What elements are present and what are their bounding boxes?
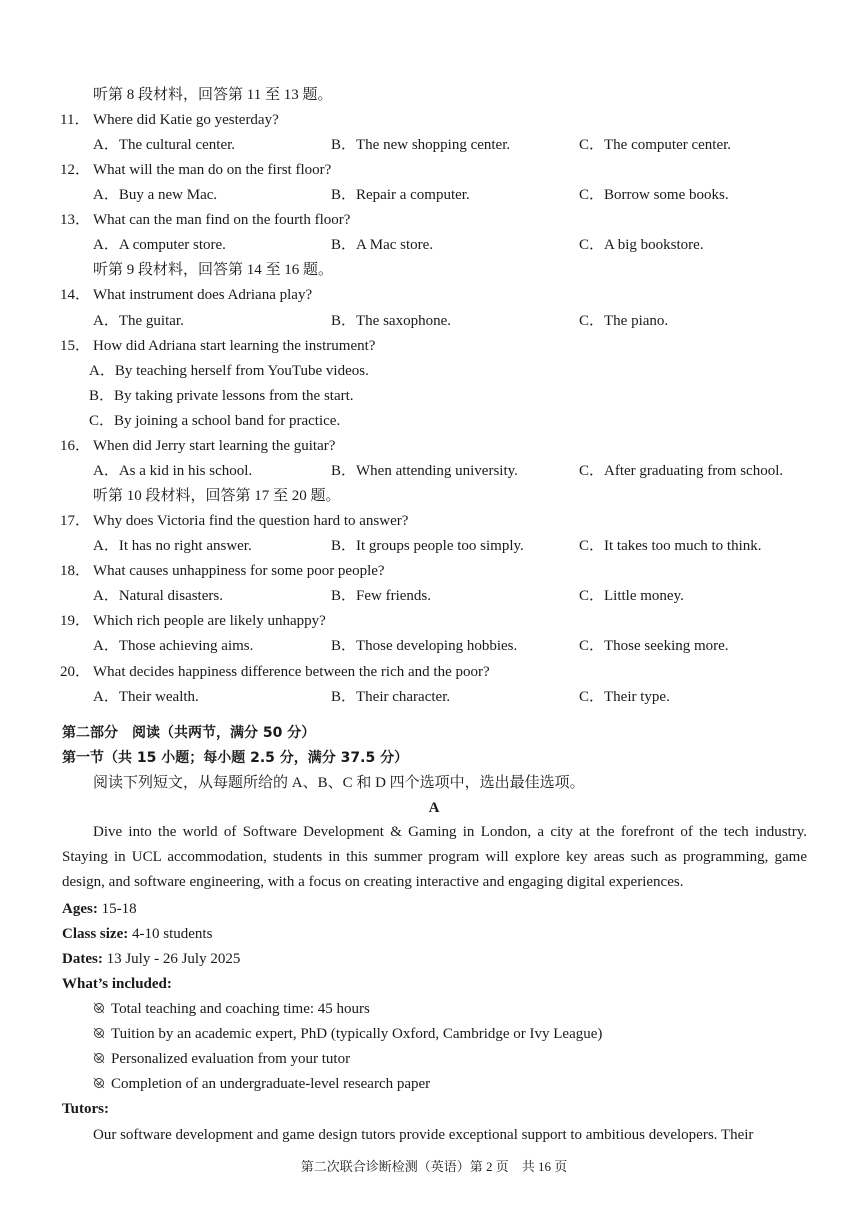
listening-intro-10: 听第 10 段材料，回答第 17 至 20 题。 [93, 488, 341, 504]
question-number: 12． [60, 162, 91, 178]
option-a: A．By teaching herself from YouTube videos. [89, 363, 369, 379]
passage-letter: A [428, 800, 440, 816]
ages-value: 15-18 [97, 901, 137, 917]
listening-intro-8: 听第 8 段材料，回答第 11 至 13 题。 [93, 87, 333, 103]
included-item [93, 1049, 350, 1069]
part-two-heading: 第二部分 阅读（共两节，满分 50 分） [62, 725, 316, 741]
ages-label: Ages: [62, 901, 98, 917]
option-c: C．The computer center. [579, 137, 732, 153]
option-a: A．As a kid in his school. [93, 463, 253, 479]
option-b: B．Repair a computer. [331, 187, 470, 203]
question-number: 17． [60, 513, 91, 529]
question-text: What instrument does Adriana play? [93, 287, 313, 303]
question-number: 20． [60, 664, 91, 680]
included-item-text: Personalized evaluation from your tutor [111, 1051, 351, 1067]
check-badge-icon [93, 1052, 105, 1064]
option-c: C．Little money. [579, 588, 684, 604]
passage-paragraph: Dive into the world of Software Development & Gaming in London, a city at the forefront of the tech industry. Staying in UCL accommodation, students in this summer program will explore key areas such as programming, game design, and software engineering, with a focus on creating interactive and engaging digital experiences. [62, 824, 807, 890]
dates-line [62, 949, 240, 969]
listening-intro-9: 听第 9 段材料，回答第 14 至 16 题。 [93, 262, 334, 278]
included-item-text: Total teaching and coaching time: 45 hours [111, 1001, 370, 1017]
option-c: C．A big bookstore. [579, 237, 704, 253]
page-footer: 第二次联合诊断检测（英语）第 2 页 共 16 页 [300, 1159, 568, 1174]
question-text: Why does Victoria find the question hard to answer? [93, 513, 409, 529]
tutors-text: Our software development and game design tutors provide exceptional support to ambitious developers. Their [93, 1127, 754, 1143]
option-b: B．The new shopping center. [331, 137, 511, 153]
check-badge-icon [93, 1002, 105, 1014]
question-number: 13． [60, 212, 91, 228]
question-number: 11． [60, 112, 90, 128]
option-a: A．Their wealth. [93, 689, 199, 705]
check-badge-icon [93, 1077, 105, 1089]
option-b: B．The saxophone. [331, 313, 451, 329]
option-b: B．Few friends. [331, 588, 431, 604]
option-c: C．Their type. [579, 689, 670, 705]
question-text: Where did Katie go yesterday? [93, 112, 279, 128]
option-b: B．It groups people too simply. [331, 538, 524, 554]
question-text: What causes unhappiness for some poor people? [93, 563, 385, 579]
option-a: A．Buy a new Mac. [93, 187, 218, 203]
option-b: B．When attending university. [331, 463, 518, 479]
question-number: 18． [60, 563, 91, 579]
option-b: B．Those developing hobbies. [331, 638, 518, 654]
option-c: C．Those seeking more. [579, 638, 729, 654]
option-c: C．Borrow some books. [579, 187, 729, 203]
question-text: What can the man find on the fourth floor? [93, 212, 351, 228]
question-text: What will the man do on the first floor? [93, 162, 332, 178]
check-badge-icon [93, 1027, 105, 1039]
option-a: A．The cultural center. [93, 137, 236, 153]
option-b: B．A Mac store. [331, 237, 434, 253]
included-item [93, 1024, 602, 1044]
reading-instruction: 阅读下列短文，从每题所给的 A、B、C 和 D 四个选项中，选出最佳选项。 [93, 775, 585, 791]
option-a: A．The guitar. [93, 313, 184, 329]
option-b: B．Their character. [331, 689, 451, 705]
option-a: A．A computer store. [93, 237, 226, 253]
class-size-line [62, 924, 212, 944]
class-size-label: Class size: [62, 926, 129, 942]
class-size-value: 4-10 students [128, 926, 213, 942]
question-number: 16． [60, 438, 91, 454]
question-text: Which rich people are likely unhappy? [93, 613, 326, 629]
question-number: 15． [60, 338, 91, 354]
included-item [93, 999, 370, 1019]
option-c: C．The piano. [579, 313, 669, 329]
included-item-text: Tuition by an academic expert, PhD (typically Oxford, Cambridge or Ivy League) [111, 1026, 603, 1042]
option-c: C．By joining a school band for practice. [89, 413, 341, 429]
option-c: C．It takes too much to think. [579, 538, 762, 554]
option-a: A．Those achieving aims. [93, 638, 254, 654]
question-text: When did Jerry start learning the guitar? [93, 438, 336, 454]
included-label: What’s included: [62, 976, 172, 992]
included-item [93, 1074, 430, 1094]
option-c: C．After graduating from school. [579, 463, 784, 479]
question-number: 19． [60, 613, 91, 629]
question-number: 14． [60, 287, 91, 303]
dates-value: 13 July - 26 July 2025 [102, 951, 241, 967]
question-text: How did Adriana start learning the instrument? [93, 338, 376, 354]
included-item-text: Completion of an undergraduate-level research paper [111, 1076, 431, 1092]
option-a: A．Natural disasters. [93, 588, 223, 604]
dates-label: Dates: [62, 951, 103, 967]
option-a: A．It has no right answer. [93, 538, 252, 554]
section-one-heading: 第一节（共 15 小题；每小题 2.5 分，满分 37.5 分） [62, 750, 409, 766]
question-text: What decides happiness difference between the rich and the poor? [93, 664, 490, 680]
option-b: B．By taking private lessons from the start. [89, 388, 354, 404]
ages-line [62, 899, 137, 919]
tutors-label: Tutors: [62, 1101, 109, 1117]
